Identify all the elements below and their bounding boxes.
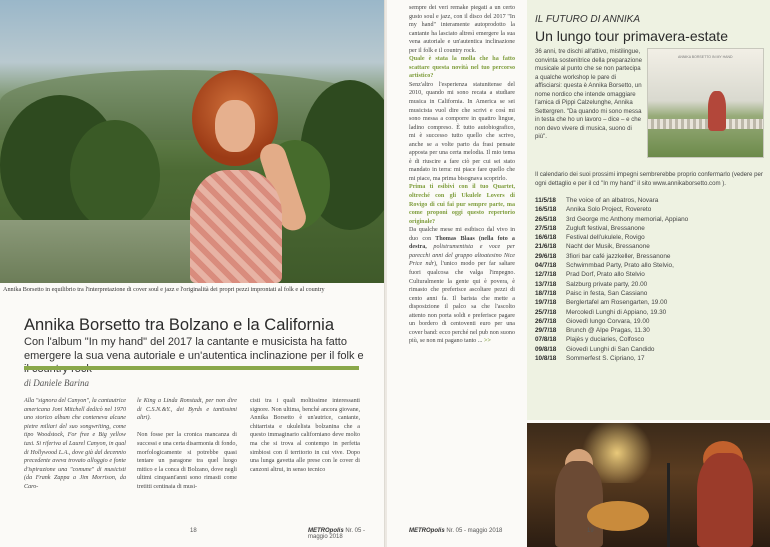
sidebar-calendar-intro: Il calendario dei suoi prossimi impegni sembrerebbe proprio confermarlo (vedere per ogni dettaglio e per il cd "In my hand" il sito www.annikaborsetto.com ).: [535, 171, 763, 187]
tour-event: Sommerfest S. Cipriano, 17: [566, 355, 645, 363]
folio-right: [409, 528, 502, 534]
article-title: Annika Borsetto tra Bolzano e la California: [24, 316, 335, 334]
tour-date-row: [535, 224, 767, 233]
article-subtitle: Con l'album "In my hand" del 2017 la cantante e musicista ha fatto emergere la sua vena autoriale e un'autentica inclinazione per il folk e: [24, 336, 364, 362]
column-4-para-3a: Da qualche mese mi esibisco dal vivo in duo con: [409, 227, 515, 242]
tour-date: 21/6/18: [535, 243, 557, 251]
tour-date-row: [535, 252, 767, 261]
tour-date: 27/5/18: [535, 224, 557, 232]
tour-date: 04/7/18: [535, 262, 557, 270]
continue-arrow: >>: [483, 338, 491, 345]
tour-date: 09/8/18: [535, 345, 557, 353]
tour-event: Giovedì lungo Corvara, 19.00: [566, 317, 650, 325]
tour-date-row: [535, 326, 767, 335]
tour-event: 3fiori bar café jazzkeller, Bressanone: [566, 252, 671, 260]
singer-photo: [0, 0, 385, 283]
tour-date: 18/7/18: [535, 289, 557, 297]
tour-date-row: [535, 308, 767, 317]
magazine-name-right: METROpolis: [409, 528, 445, 534]
byline: di Daniele Barina: [24, 378, 89, 388]
tour-date-row: [535, 215, 767, 224]
tour-date-row: [535, 205, 767, 214]
tour-date-row: [535, 261, 767, 270]
interview-question-1: Quale è stata la molla che ha fatto scattare questa novità nel tuo percorso artistico?: [409, 56, 515, 80]
singer-figure: [170, 70, 300, 283]
tour-date: 16/5/18: [535, 206, 557, 214]
tour-dates-list: [535, 196, 767, 363]
column-2-italic: le King a Linda Ronstadt, per non dire di C.S.N.&Y., dei Byrds e tantissimi altri).: [137, 398, 237, 422]
sidebar-title: Un lungo tour primavera-estate: [535, 28, 728, 44]
tour-date-row: [535, 298, 767, 307]
tour-date-row: [535, 345, 767, 354]
tour-date: 12/7/18: [535, 271, 557, 279]
tour-event: Giovedì Lunghi di San Candido: [566, 345, 655, 353]
green-rule: [24, 366, 359, 370]
tour-event: Brunch @ Alpe Pragas, 11.30: [566, 327, 650, 335]
tour-date-row: [535, 233, 767, 242]
issue-left: Nr. 05 - maggio 2018: [308, 528, 366, 540]
column-4-para-3d: ), l'unico modo per far saltare fuori qualcosa che valga l'impegno. Culturalmente la gente qui è povera, è rimasto che preferisce ascoltare pezzi di cento anni fa. Il barista che mette a disposizione il palco sa che l'ascolto attento non porta soldi e preferisce pagare un bordero di centoventi euro per una cover band: ecco perché nel pub non suono più, se non mi pagano tanto ...: [409, 261, 515, 345]
article-column-4: [409, 4, 515, 346]
folio-left-mag: [308, 528, 385, 540]
sidebar-box: [527, 0, 770, 420]
sidebar-kicker: IL FUTURO DI ANNIKA: [535, 14, 641, 25]
tour-date-row: [535, 270, 767, 279]
tour-date: 26/5/18: [535, 215, 557, 223]
tour-date-row: [535, 317, 767, 326]
tour-date: 10/8/18: [535, 355, 557, 363]
column-4-para-3c: polistrumentista e voce per parecchi anni del gruppo altoatesino Nice Price ndr: [409, 244, 515, 268]
column-4-para-1: sempre dei veri remake piegati a un certo gusto soul e jazz, con il disco del 2017 "In my hand" interamente autoprodotto la cantante ha lasciato altresì emergere la sua vena autoriale e un'autentica inclinazione per il folk e il country rock.: [409, 5, 515, 54]
tour-date: 29/7/18: [535, 327, 557, 335]
tour-date: 16/6/18: [535, 234, 557, 242]
tour-event: Festival dell'ukulele, Rovigo: [566, 234, 645, 242]
sidebar-intro: 36 anni, tre dischi all'attivo, mistilingue, convinta sostenitrice della preparazione musicale al punto che se non partecipa a qualche workshop le pare di affisciarsi: questa è Annika Borsetto, un nome nordico che intende omaggiare l'amica di Pippi Calzelunghe, Annika Settergren. "Da quando mi sono messa in testa che ho un lavoro – dice – e che non devo vivere di musica, suono di più".: [535, 48, 643, 140]
tour-date: 07/8/18: [535, 336, 557, 344]
tour-event: Plajès y duciaries, Colfosco: [566, 336, 645, 344]
tour-event: Salzburg private party, 20.00: [566, 280, 648, 288]
article-column-2: [137, 397, 237, 492]
article-column-1: Alla "signora del Canyon", la cantautrice americana Joni Mitchell dedicò nel 1970 uno storico album che conteneva alcune pietre miliari del suo songwriting, come tipo Woodstock, For free e Big yellow taxi. Si riferiva al Laurel Canyon, in qual di Hollywood L.A., dove già dal decennio precedente aveva trovato alloggio e fonte d'ispirazione una "comune" di musicisti (da Frank Zappa a Jim Morrison, da Caro-: [24, 398, 126, 490]
right-page: [387, 0, 770, 547]
column-4-para-3b: Thomas Blaas (nella foto a destra,: [409, 235, 515, 251]
photo-caption: Annika Borsetto in equilibrio tra l'interpretazione di cover soul e jazz e l'originalità dei propri pezzi improntati al folk e al country: [3, 286, 325, 293]
tour-date-row: [535, 242, 767, 251]
tour-date: 29/6/18: [535, 252, 557, 260]
page-number-right: 19: [587, 528, 594, 534]
tour-event: Schwimmbad Party, Prato allo Stelvio,: [566, 262, 674, 270]
page-number-left: 18: [190, 528, 197, 534]
tour-event: Prad Dorf, Prato allo Stelvio: [566, 271, 645, 279]
tour-date-row: [535, 354, 767, 363]
folio-right-num: [587, 528, 594, 534]
tour-date: 19/7/18: [535, 299, 557, 307]
tour-date: 25/7/18: [535, 308, 557, 316]
folio-left: [190, 528, 197, 534]
tour-event: Paisc in festa, San Cassiano: [566, 289, 648, 297]
tour-date: 11/5/18: [535, 197, 556, 204]
tour-date-row: [535, 280, 767, 289]
cd-cover-image: [647, 48, 764, 158]
tour-event: Nacht der Musik, Bressanone: [566, 243, 650, 251]
tour-event: The voice of an albatros, Novara: [566, 197, 659, 204]
article-column-3: cisti tra i quali moltissime interessanti signore. Non ultima, benché ancora giovane, Annika Borsetto è un'autrice, cantante, chitarrista e ukulelista bolzanina che a questo immaginario californiano deve molto ma che si trova al contempo in perfetta simbiosi con il territorio in cui vive. Dopo una lunga gavetta alle prese con le cover di canzoni altrui, in senso tecnico: [250, 398, 360, 473]
tour-event: Zugluft festival, Bressanone: [566, 224, 645, 232]
magazine-name-left: METROpolis: [308, 528, 344, 534]
tour-date-row: [535, 196, 767, 205]
column-2-text: Non fosse per la cronica mancanza di successi e una certa disarmonia di fondo, morfologicamente si potrebbe quasi tentare un paragone tra quel luogo mitico e la conca di Bolzano, dove negli ultimi cinquant'anni sono rimasti come tretitti centinaia di musi-: [137, 432, 238, 490]
concert-photo: [527, 423, 770, 547]
tour-event: Annika Solo Project, Rovereto: [566, 206, 652, 214]
tour-date: 26/7/18: [535, 317, 557, 325]
column-4-para-2: Senz'altro l'esperienza statunitense del 2010, quando mi sono recata a studiare musica in California. In America se sei musicista vuol dire che scrivi e così mi sono messa a comporre in quattro lingue, ladino compreso. È tutto autobiografico, mi è successo tutto quello che scrivo, anche se a volte parto da frasi pensate apposta per una certa melodia. Il mio tema è di riuscire a fare ciò per cui sei stato mandato in terra: mi piace fare quello che mi piace, ma prima bisognava scoprirlo.: [409, 81, 515, 182]
tour-date-row: [535, 335, 767, 344]
tour-event: 3rd George mc Anthony memorial, Appiano: [566, 215, 689, 223]
tour-date: 13/7/18: [535, 280, 557, 288]
cd-cover-text: ANNIKA BORSETTO IN MY HAND: [678, 55, 733, 59]
tour-event: Berglertafel am Rosengarten, 19.00: [566, 299, 668, 307]
tour-date-row: [535, 289, 767, 298]
interview-question-2: Prima ti esibivi con il tuo Quartet, oltreché con gli Ukulele Lovers di Rovigo di cui fai pur sempre parte, ma come proponi oggi questo repertorio originale?: [409, 184, 515, 225]
issue-right: Nr. 05 - maggio 2018: [446, 528, 503, 534]
tour-event: Mercoledì Lunghi di Appiano, 19.30: [566, 308, 667, 316]
